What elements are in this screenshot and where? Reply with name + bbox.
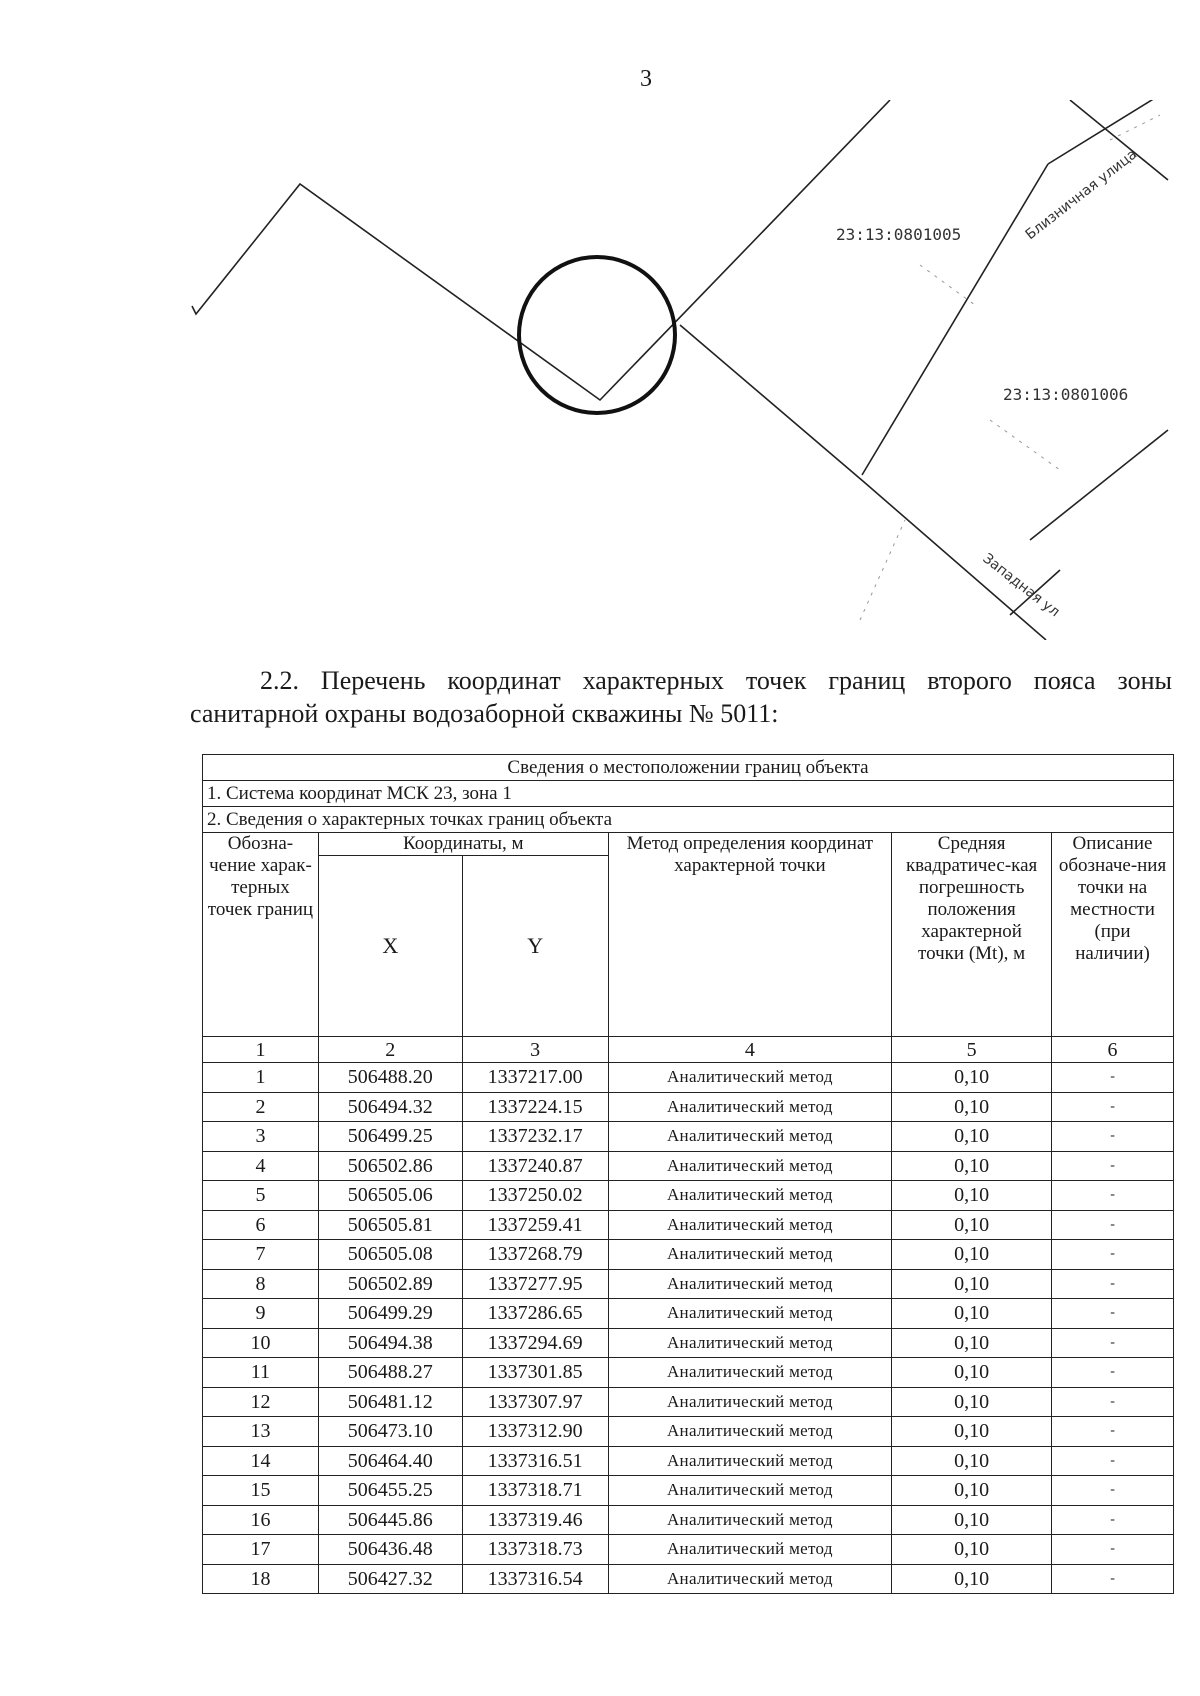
- method: Аналитический метод: [608, 1092, 892, 1122]
- description: -: [1052, 1151, 1174, 1181]
- method: Аналитический метод: [608, 1505, 892, 1535]
- table-row: [203, 1151, 1174, 1181]
- error-mt: 0,10: [892, 1328, 1052, 1358]
- description: -: [1052, 1181, 1174, 1211]
- heading-line-2: санитарной охраны водозаборной скважины № 5011:: [190, 699, 779, 728]
- method: Аналитический метод: [608, 1387, 892, 1417]
- coord-y: 1337232.17: [462, 1122, 608, 1152]
- coord-y: 1337318.73: [462, 1535, 608, 1565]
- table-row: [203, 1505, 1174, 1535]
- coord-x: 506427.32: [318, 1564, 462, 1594]
- point-number: 6: [203, 1210, 319, 1240]
- header-coordinates: Координаты, м: [318, 833, 608, 856]
- point-number: 12: [203, 1387, 319, 1417]
- table-row: [203, 1299, 1174, 1329]
- table-row: [203, 1092, 1174, 1122]
- error-mt: 0,10: [892, 1358, 1052, 1388]
- coord-x: 506499.25: [318, 1122, 462, 1152]
- point-number: 14: [203, 1446, 319, 1476]
- coord-x: 506505.81: [318, 1210, 462, 1240]
- coord-x: 506455.25: [318, 1476, 462, 1506]
- points-section: 2. Сведения о характерных точках границ объекта: [203, 807, 1174, 833]
- coord-x: 506473.10: [318, 1417, 462, 1447]
- table-row: [203, 1210, 1174, 1240]
- method: Аналитический метод: [608, 1151, 892, 1181]
- method: Аналитический метод: [608, 1063, 892, 1093]
- coord-y: 1337224.15: [462, 1092, 608, 1122]
- table-title-row: [203, 755, 1174, 781]
- point-number: 4: [203, 1151, 319, 1181]
- description: -: [1052, 1505, 1174, 1535]
- method: Аналитический метод: [608, 1446, 892, 1476]
- coord-y: 1337301.85: [462, 1358, 608, 1388]
- column-number: 4: [608, 1037, 892, 1063]
- point-number: 13: [203, 1417, 319, 1447]
- error-mt: 0,10: [892, 1092, 1052, 1122]
- column-number-row: [203, 1037, 1174, 1063]
- table-row: [203, 1446, 1174, 1476]
- coord-y: 1337316.54: [462, 1564, 608, 1594]
- description: -: [1052, 1387, 1174, 1417]
- dashed-hint-lines: [860, 115, 1160, 620]
- coord-x: 506499.29: [318, 1299, 462, 1329]
- table-row: [203, 1358, 1174, 1388]
- error-mt: 0,10: [892, 1535, 1052, 1565]
- method: Аналитический метод: [608, 1417, 892, 1447]
- header-y: Y: [462, 856, 608, 1037]
- table-row: [203, 1063, 1174, 1093]
- error-mt: 0,10: [892, 1181, 1052, 1211]
- table-row: [203, 1328, 1174, 1358]
- point-number: 18: [203, 1564, 319, 1594]
- description: -: [1052, 1358, 1174, 1388]
- error-mt: 0,10: [892, 1505, 1052, 1535]
- coordinates-table: [202, 754, 1174, 1594]
- point-number: 11: [203, 1358, 319, 1388]
- coord-x: 506445.86: [318, 1505, 462, 1535]
- table-row: [203, 1387, 1174, 1417]
- description: -: [1052, 1122, 1174, 1152]
- point-number: 16: [203, 1505, 319, 1535]
- page-number: 3: [640, 66, 652, 92]
- point-number: 1: [203, 1063, 319, 1093]
- coord-y: 1337318.71: [462, 1476, 608, 1506]
- coord-x: 506502.86: [318, 1151, 462, 1181]
- coord-x: 506488.27: [318, 1358, 462, 1388]
- error-mt: 0,10: [892, 1564, 1052, 1594]
- method: Аналитический метод: [608, 1269, 892, 1299]
- coord-x: 506488.20: [318, 1063, 462, 1093]
- coord-x: 506494.32: [318, 1092, 462, 1122]
- point-number: 8: [203, 1269, 319, 1299]
- error-mt: 0,10: [892, 1417, 1052, 1447]
- description: -: [1052, 1092, 1174, 1122]
- point-number: 10: [203, 1328, 319, 1358]
- table-row: [203, 1122, 1174, 1152]
- description: -: [1052, 1269, 1174, 1299]
- method: Аналитический метод: [608, 1535, 892, 1565]
- header-designation: Обозна-чение харак-терных точек границ: [203, 833, 319, 1037]
- coord-x: 506464.40: [318, 1446, 462, 1476]
- point-number: 17: [203, 1535, 319, 1565]
- column-number: 6: [1052, 1037, 1174, 1063]
- coord-x: 506505.06: [318, 1181, 462, 1211]
- coord-x: 506481.12: [318, 1387, 462, 1417]
- street-label-1: Близничная улица: [1022, 146, 1141, 244]
- description: -: [1052, 1476, 1174, 1506]
- description: -: [1052, 1328, 1174, 1358]
- error-mt: 0,10: [892, 1387, 1052, 1417]
- coord-x: 506502.89: [318, 1269, 462, 1299]
- error-mt: 0,10: [892, 1240, 1052, 1270]
- point-number: 7: [203, 1240, 319, 1270]
- cadastral-map: [0, 100, 1200, 640]
- point-number: 15: [203, 1476, 319, 1506]
- table-row: [203, 1269, 1174, 1299]
- coord-y: 1337277.95: [462, 1269, 608, 1299]
- method: Аналитический метод: [608, 1210, 892, 1240]
- description: -: [1052, 1446, 1174, 1476]
- method: Аналитический метод: [608, 1181, 892, 1211]
- error-mt: 0,10: [892, 1122, 1052, 1152]
- method: Аналитический метод: [608, 1328, 892, 1358]
- parcel-label-2: 23:13:0801006: [1003, 385, 1129, 404]
- table-row: [203, 1476, 1174, 1506]
- coord-y: 1337250.02: [462, 1181, 608, 1211]
- table-row: [203, 1181, 1174, 1211]
- heading-line-1: 2.2. Перечень координат характерных точек границ второго пояса зоны: [260, 666, 1172, 695]
- error-mt: 0,10: [892, 1151, 1052, 1181]
- description: -: [1052, 1299, 1174, 1329]
- description: -: [1052, 1063, 1174, 1093]
- error-mt: 0,10: [892, 1299, 1052, 1329]
- coord-y: 1337240.87: [462, 1151, 608, 1181]
- coord-y: 1337217.00: [462, 1063, 608, 1093]
- coord-y: 1337307.97: [462, 1387, 608, 1417]
- column-number: 5: [892, 1037, 1052, 1063]
- error-mt: 0,10: [892, 1269, 1052, 1299]
- section-heading: [190, 664, 1172, 730]
- coord-x: 506494.38: [318, 1328, 462, 1358]
- coord-y: 1337294.69: [462, 1328, 608, 1358]
- table-body: [203, 1063, 1174, 1594]
- point-number: 9: [203, 1299, 319, 1329]
- table-row: [203, 1417, 1174, 1447]
- street-label-2: Западная ул: [979, 550, 1063, 621]
- header-description: Описание обозначе-ния точки на местности (при наличии): [1052, 833, 1174, 1037]
- coord-system-row: [203, 781, 1174, 807]
- point-number: 2: [203, 1092, 319, 1122]
- column-number: 1: [203, 1037, 319, 1063]
- method: Аналитический метод: [608, 1299, 892, 1329]
- description: -: [1052, 1240, 1174, 1270]
- error-mt: 0,10: [892, 1063, 1052, 1093]
- table-title: Сведения о местоположении границ объекта: [203, 755, 1174, 781]
- table-row: [203, 1240, 1174, 1270]
- error-mt: 0,10: [892, 1210, 1052, 1240]
- description: -: [1052, 1417, 1174, 1447]
- coord-x: 506436.48: [318, 1535, 462, 1565]
- description: -: [1052, 1564, 1174, 1594]
- column-number: 3: [462, 1037, 608, 1063]
- coord-y: 1337268.79: [462, 1240, 608, 1270]
- column-number: 2: [318, 1037, 462, 1063]
- parcel-label-1: 23:13:0801005: [836, 225, 962, 244]
- method: Аналитический метод: [608, 1564, 892, 1594]
- point-number: 5: [203, 1181, 319, 1211]
- method: Аналитический метод: [608, 1358, 892, 1388]
- header-error: Средняя квадратичес-кая погрешность положения характерной точки (Mt), м: [892, 833, 1052, 1037]
- table-row: [203, 1564, 1174, 1594]
- coord-y: 1337319.46: [462, 1505, 608, 1535]
- method: Аналитический метод: [608, 1122, 892, 1152]
- points-section-row: [203, 807, 1174, 833]
- header-x: X: [318, 856, 462, 1037]
- point-number: 3: [203, 1122, 319, 1152]
- coord-system: 1. Система координат МСК 23, зона 1: [203, 781, 1174, 807]
- header-row: [203, 833, 1174, 856]
- coord-y: 1337312.90: [462, 1417, 608, 1447]
- description: -: [1052, 1210, 1174, 1240]
- table-row: [203, 1535, 1174, 1565]
- description: -: [1052, 1535, 1174, 1565]
- method: Аналитический метод: [608, 1240, 892, 1270]
- coord-y: 1337316.51: [462, 1446, 608, 1476]
- method: Аналитический метод: [608, 1476, 892, 1506]
- error-mt: 0,10: [892, 1476, 1052, 1506]
- parcel-boundary-lines: [192, 100, 1168, 640]
- coord-x: 506505.08: [318, 1240, 462, 1270]
- error-mt: 0,10: [892, 1446, 1052, 1476]
- coord-y: 1337259.41: [462, 1210, 608, 1240]
- header-method: Метод определения координат характерной точки: [608, 833, 892, 1037]
- well-zone-circle: [519, 257, 675, 413]
- coord-y: 1337286.65: [462, 1299, 608, 1329]
